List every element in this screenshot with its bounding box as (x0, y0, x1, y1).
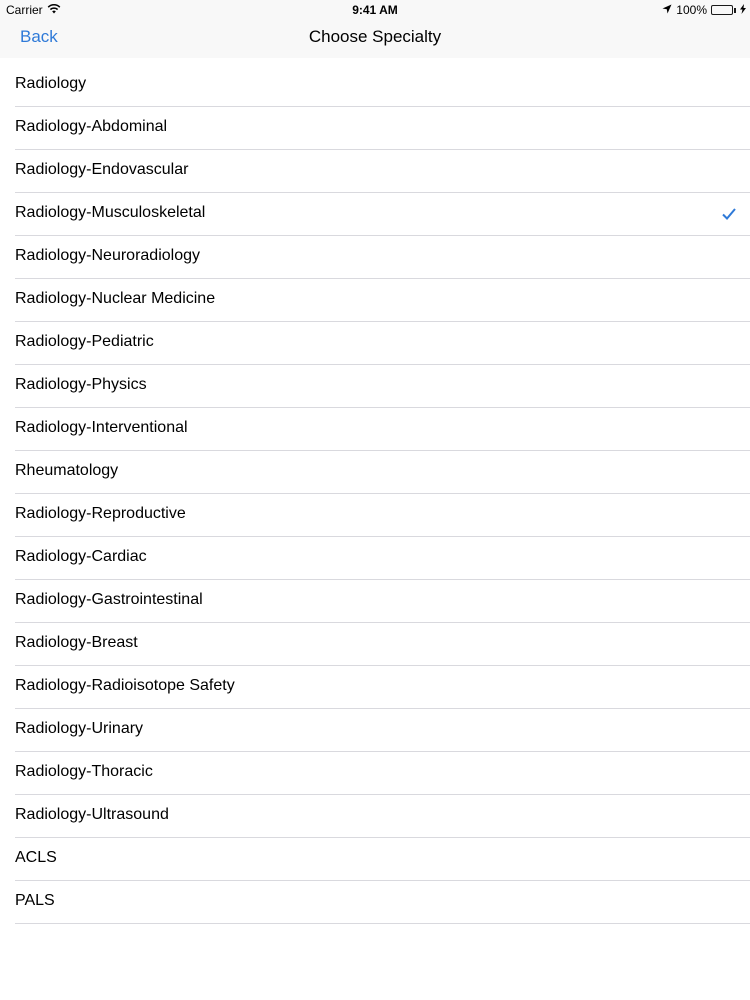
specialty-label: Radiology-Abdominal (15, 118, 168, 135)
back-button[interactable]: Back (20, 27, 58, 46)
specialty-label: Radiology-Reproductive (15, 505, 186, 522)
specialty-row[interactable] (0, 193, 750, 236)
specialty-row[interactable] (0, 838, 750, 881)
specialty-row[interactable] (0, 107, 750, 150)
status-time: 9:41 AM (352, 3, 398, 17)
specialty-row[interactable] (0, 752, 750, 795)
specialty-row[interactable] (0, 408, 750, 451)
specialty-label: Radiology-Cardiac (15, 548, 147, 565)
specialty-row[interactable] (0, 537, 750, 580)
specialty-label: Radiology (15, 75, 87, 92)
specialty-label: Radiology-Thoracic (15, 763, 153, 780)
page-title: Choose Specialty (308, 27, 442, 46)
specialty-row[interactable] (0, 881, 750, 924)
specialty-label: Radiology-Urinary (15, 720, 144, 737)
specialty-row[interactable] (0, 279, 750, 322)
specialty-row[interactable] (0, 494, 750, 537)
specialty-row[interactable] (0, 236, 750, 279)
battery-icon (711, 5, 733, 15)
bolt-icon (740, 3, 746, 17)
specialty-row[interactable] (0, 365, 750, 408)
specialty-row[interactable] (0, 451, 750, 494)
location-arrow-icon (662, 3, 672, 17)
specialty-label: Rheumatology (15, 462, 119, 479)
specialty-label: Radiology-Breast (15, 634, 138, 651)
specialty-label: ACLS (15, 849, 57, 866)
carrier-label: Carrier (6, 3, 43, 17)
specialty-label: Radiology-Gastrointestinal (15, 591, 203, 608)
specialty-row[interactable] (0, 709, 750, 752)
specialty-row[interactable] (0, 580, 750, 623)
specialty-row[interactable] (0, 150, 750, 193)
specialty-label: Radiology-Ultrasound (15, 806, 169, 823)
specialty-label: Radiology-Musculoskeletal (15, 204, 206, 221)
specialty-label: Radiology-Neuroradiology (15, 247, 200, 264)
specialty-row[interactable] (0, 666, 750, 709)
specialty-label: PALS (15, 892, 55, 909)
specialty-list (0, 64, 750, 924)
battery-tip (734, 8, 736, 13)
specialty-label: Radiology-Physics (15, 376, 147, 393)
specialty-label: Radiology-Radioisotope Safety (15, 677, 235, 694)
specialty-row[interactable] (0, 64, 750, 107)
status-bar (0, 0, 750, 20)
battery-percent: 100% (676, 3, 707, 17)
checkmark-icon (720, 205, 738, 223)
specialty-label: Radiology-Endovascular (15, 161, 189, 178)
navigation-bar (0, 20, 750, 58)
specialty-row[interactable] (0, 795, 750, 838)
specialty-label: Radiology-Interventional (15, 419, 188, 436)
specialty-row[interactable] (0, 623, 750, 666)
specialty-label: Radiology-Pediatric (15, 333, 154, 350)
specialty-label: Radiology-Nuclear Medicine (15, 290, 216, 307)
specialty-row[interactable] (0, 322, 750, 365)
status-right (662, 3, 746, 17)
